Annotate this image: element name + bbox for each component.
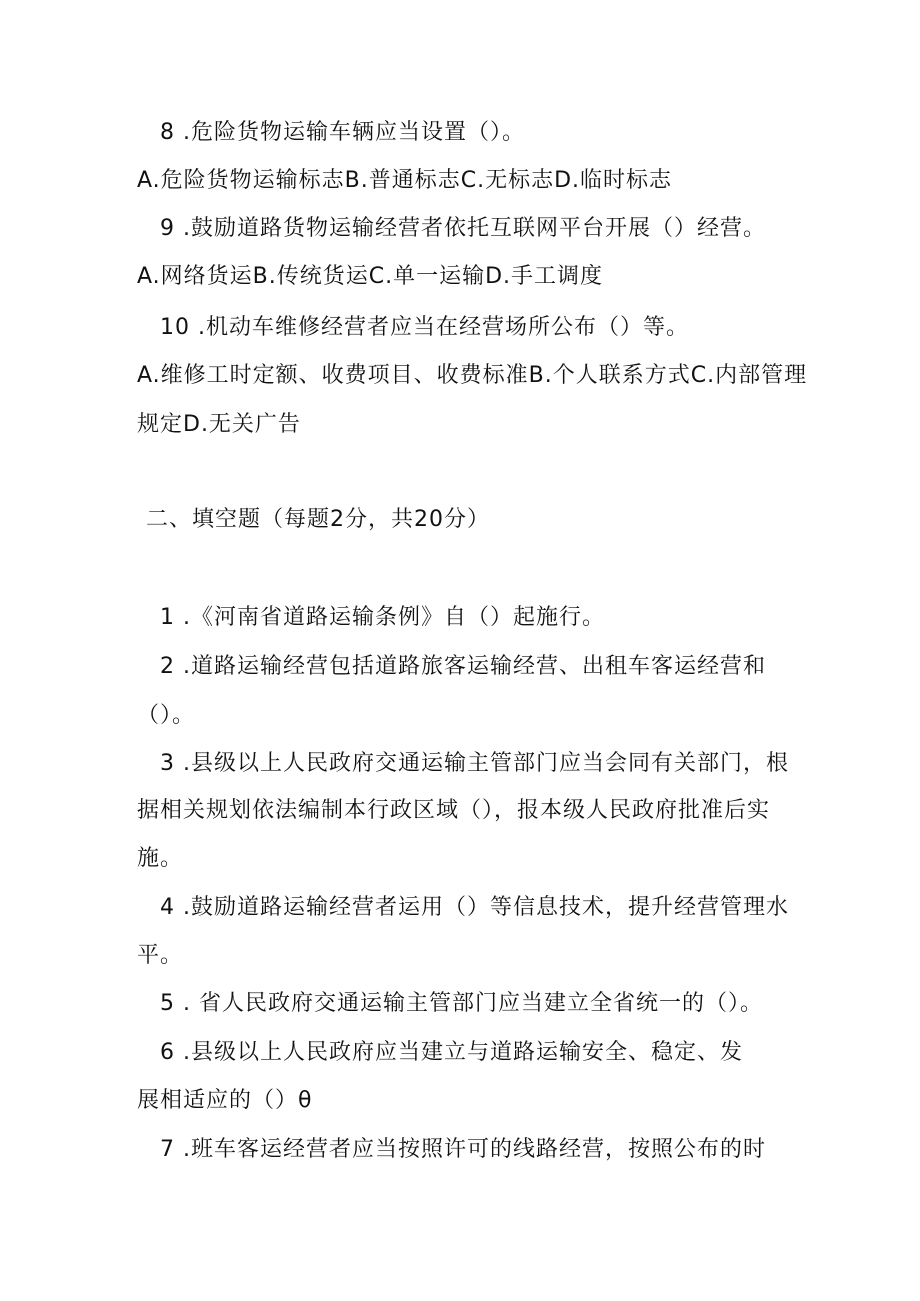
blank-3-line-2: 据相关规划依法编制本行政区域（），报本级人民政府批准后实 [137,798,771,823]
section-title: 二、填空题（每题2分，共20分） [146,507,490,532]
question-9-stem: 9 .鼓励道路货物运输经营者依托互联网平台开展（）经营。 [160,216,766,241]
blank-3-line-1: 3 .县级以上人民政府交通运输主管部门应当会同有关部门，根 [160,751,789,776]
question-10-options-line-1: A.维修工时定额、收费项目、收费标准B.个人联系方式C.内部管理 [137,363,808,388]
blank-3-line-3: 施。 [137,846,184,871]
question-10-options-line-2: 规定D.无关广告 [137,412,301,437]
blank-6-line-1: 6 .县级以上人民政府应当建立与道路运输安全、稳定、发 [160,1040,743,1065]
question-8-options: A.危险货物运输标志B.普通标志C.无标志D.临时标志 [137,168,673,193]
blank-2-line-1: 2 .道路运输经营包括道路旅客运输经营、出租车客运经营和 [160,654,766,679]
question-8-stem: 8 .危险货物运输车辆应当设置（）。 [160,120,525,145]
blank-1: 1 .《河南省道路运输条例》自（）起施行。 [160,605,605,630]
blank-7-line-1: 7 .班车客运经营者应当按照许可的线路经营，按照公布的时 [160,1137,766,1162]
question-9-options: A.网络货运B.传统货运C.单一运输D.手工调度 [137,264,604,289]
blank-2-line-2: （）。 [137,703,196,728]
blank-4-line-2: 平。 [137,943,184,968]
blank-4-line-1: 4 .鼓励道路运输经营者运用（）等信息技术，提升经营管理水 [160,895,789,920]
blank-5: 5 . 省人民政府交通运输主管部门应当建立全省统一的（）。 [160,991,763,1016]
blank-6-line-2: 展相适应的（）θ [137,1088,313,1113]
question-10-stem: 10 .机动车维修经营者应当在经营场所公布（）等。 [160,315,689,340]
